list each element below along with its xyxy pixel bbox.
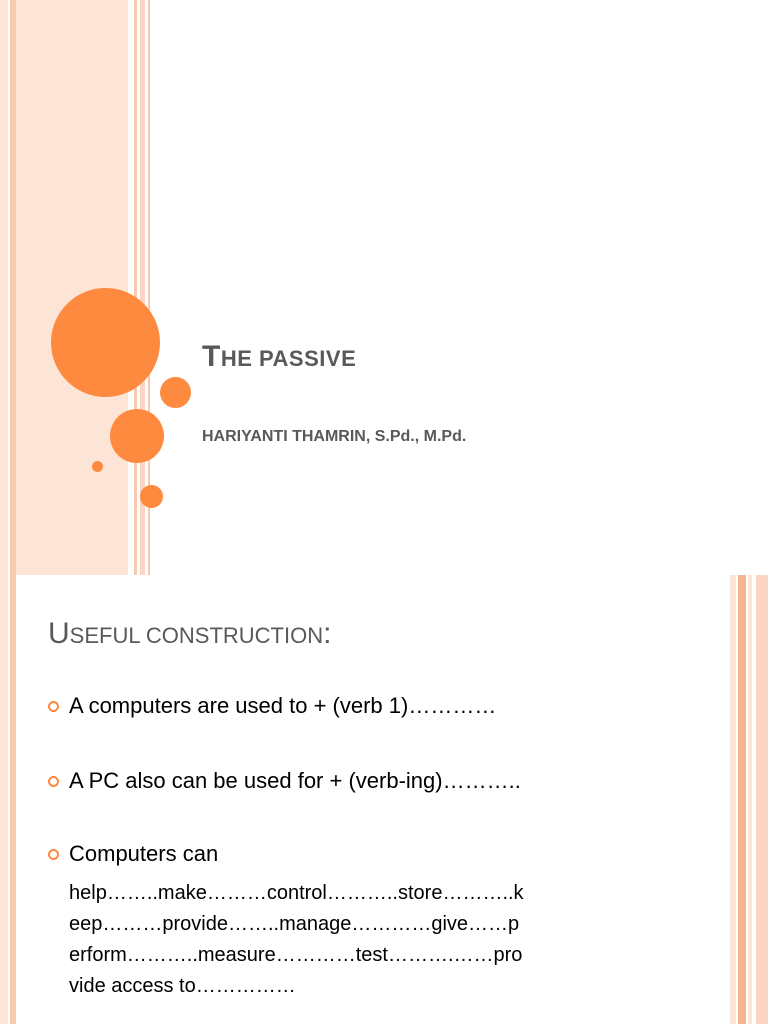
decor-stripe	[748, 575, 752, 1024]
sub-line: vide access to……………	[69, 975, 296, 997]
decor-stripe	[0, 0, 8, 575]
bullet-item	[48, 768, 521, 794]
bullet-circle-icon	[48, 849, 59, 860]
title-first-letter: T	[202, 340, 221, 373]
sub-line: help……..make………control………..store………..k	[69, 882, 524, 904]
slide-subtitle: HARIYANTI THAMRIN, S.Pd., M.Pd.	[202, 428, 467, 445]
bullet-circle-icon	[48, 701, 59, 712]
bullet-circle-icon	[48, 776, 59, 787]
decor-stripe	[730, 575, 736, 1024]
content-slide	[0, 575, 768, 1024]
bullet-text: A PC also can be used for + (verb-ing)………..	[69, 768, 521, 793]
bullet-item	[48, 693, 496, 719]
decor-circle-small	[140, 485, 163, 508]
heading-first-letter: U	[48, 617, 70, 650]
sub-line: erform………..measure…………test……….……pro	[69, 944, 523, 966]
decor-stripe	[756, 575, 768, 1024]
decor-circle-small	[160, 377, 191, 408]
slide-title	[202, 340, 356, 374]
decor-stripe	[0, 575, 8, 1024]
sub-line: eep………provide……..manage…………give……p	[69, 913, 520, 935]
decor-stripe	[738, 575, 746, 1024]
decor-stripe	[10, 575, 16, 1024]
title-rest: HE PASSIVE	[220, 346, 357, 371]
slide-heading	[48, 617, 331, 651]
bullet-text: A computers are used to + (verb 1)…………	[69, 693, 497, 718]
bullet-item	[48, 841, 218, 867]
heading-rest: SEFUL CONSTRUCTION	[69, 623, 324, 648]
decor-circle-large	[51, 288, 160, 397]
decor-circle-tiny	[92, 461, 103, 472]
heading-colon: :	[323, 617, 332, 650]
decor-stripe	[134, 0, 137, 575]
sub-bullet-block	[69, 878, 669, 1002]
decor-circle-medium	[110, 409, 164, 463]
bullet-text: Computers can	[69, 841, 219, 866]
